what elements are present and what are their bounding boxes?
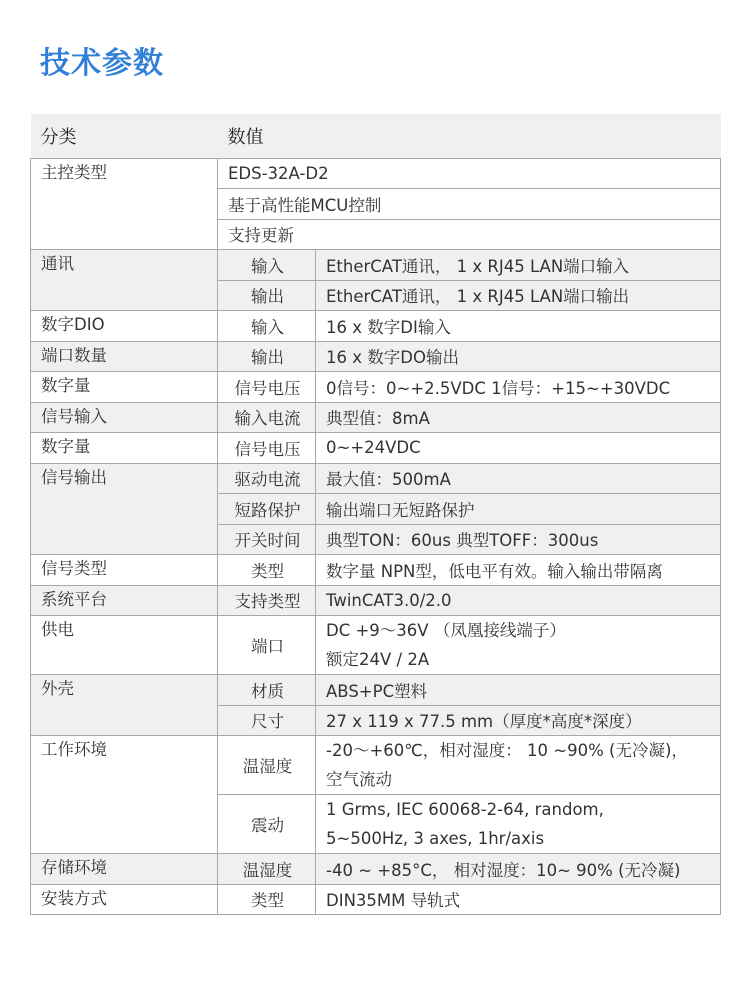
row-subcategory: 震动 — [218, 795, 316, 854]
row-value: 27 x 119 x 77.5 mm（厚度*高度*深度） — [316, 705, 721, 736]
row-value: DIN35MM 导轨式 — [316, 884, 721, 915]
table-row — [31, 250, 721, 281]
row-category: 端口数量 — [31, 341, 218, 372]
row-category: 通讯 — [31, 250, 218, 311]
row-subcategory: 材质 — [218, 675, 316, 706]
row-subcategory: 输入电流 — [218, 402, 316, 433]
row-subcategory: 温湿度 — [218, 736, 316, 795]
row-subcategory: 端口 — [218, 616, 316, 675]
value-line: 额定24V / 2A — [326, 650, 430, 669]
row-value: 16 x 数字DO输出 — [316, 341, 721, 372]
row-category: 外壳 — [31, 675, 218, 736]
row-subcategory: 信号电压 — [218, 372, 316, 403]
row-value: EtherCAT通讯， 1 x RJ45 LAN端口输入 — [316, 250, 721, 281]
row-value: TwinCAT3.0/2.0 — [316, 585, 721, 616]
row-category: 数字DIO — [31, 311, 218, 342]
row-value: 数字量 NPN型，低电平有效。输入输出带隔离 — [316, 555, 721, 586]
row-subcategory: 驱动电流 — [218, 463, 316, 494]
row-category: 存储环境 — [31, 854, 218, 885]
table-row — [31, 402, 721, 433]
row-subcategory: 尺寸 — [218, 705, 316, 736]
row-subcategory: 输出 — [218, 280, 316, 311]
row-subcategory: 开关时间 — [218, 524, 316, 555]
row-category: 系统平台 — [31, 585, 218, 616]
table-row — [31, 463, 721, 494]
value-line: -20～+60℃，相对湿度： 10 ~90% (无冷凝)， — [326, 741, 688, 760]
row-category: 供电 — [31, 616, 218, 675]
row-category: 信号类型 — [31, 555, 218, 586]
row-value: ABS+PC塑料 — [316, 675, 721, 706]
row-value: 0信号：0~+2.5VDC 1信号：+15~+30VDC — [316, 372, 721, 403]
row-category: 安装方式 — [31, 884, 218, 915]
table-row — [31, 311, 721, 342]
row-subcategory: 信号电压 — [218, 433, 316, 464]
row-value: 16 x 数字DI输入 — [316, 311, 721, 342]
row-subcategory: 输出 — [218, 341, 316, 372]
row-subcategory: 支持类型 — [218, 585, 316, 616]
table-row — [31, 884, 721, 915]
row-category: 信号输入 — [31, 402, 218, 433]
row-value: 支持更新 — [218, 219, 721, 250]
row-value — [316, 795, 721, 854]
row-category: 主控类型 — [31, 158, 218, 250]
row-value — [316, 736, 721, 795]
table-row — [31, 616, 721, 675]
table-row — [31, 675, 721, 706]
table-row — [31, 555, 721, 586]
value-line: 5~500Hz, 3 axes, 1hr/axis — [326, 829, 545, 848]
row-value: EDS-32A-D2 — [218, 158, 721, 189]
row-value: 典型TON：60us 典型TOFF：300us — [316, 524, 721, 555]
row-value: 基于高性能MCU控制 — [218, 189, 721, 220]
row-subcategory: 输入 — [218, 311, 316, 342]
table-row — [31, 854, 721, 885]
value-line: DC +9～36V （凤凰接线端子） — [326, 621, 566, 640]
row-value — [316, 616, 721, 675]
row-value: 典型值：8mA — [316, 402, 721, 433]
page-title: 技术参数 — [40, 46, 164, 81]
row-value: 输出端口无短路保护 — [316, 494, 721, 525]
table-row — [31, 372, 721, 403]
row-value: 最大值：500mA — [316, 463, 721, 494]
value-line: 空气流动 — [326, 770, 392, 789]
spec-table — [30, 114, 721, 915]
row-subcategory: 输入 — [218, 250, 316, 281]
value-line: 1 Grms, IEC 60068-2-64, random, — [326, 800, 604, 819]
header-category: 分类 — [31, 114, 218, 158]
row-subcategory: 类型 — [218, 884, 316, 915]
row-category: 信号输出 — [31, 463, 218, 555]
table-row — [31, 158, 721, 189]
row-subcategory: 温湿度 — [218, 854, 316, 885]
row-category: 数字量 — [31, 372, 218, 403]
row-value: -40 ~ +85°C， 相对湿度：10~ 90% (无冷凝) — [316, 854, 721, 885]
table-row — [31, 341, 721, 372]
row-subcategory: 短路保护 — [218, 494, 316, 525]
table-header-row — [31, 114, 721, 158]
table-row — [31, 736, 721, 795]
row-subcategory: 类型 — [218, 555, 316, 586]
row-category: 数字量 — [31, 433, 218, 464]
row-category: 工作环境 — [31, 736, 218, 854]
row-value: 0~+24VDC — [316, 433, 721, 464]
table-row — [31, 433, 721, 464]
header-value: 数值 — [218, 114, 721, 158]
table-row — [31, 585, 721, 616]
row-value: EtherCAT通讯， 1 x RJ45 LAN端口输出 — [316, 280, 721, 311]
